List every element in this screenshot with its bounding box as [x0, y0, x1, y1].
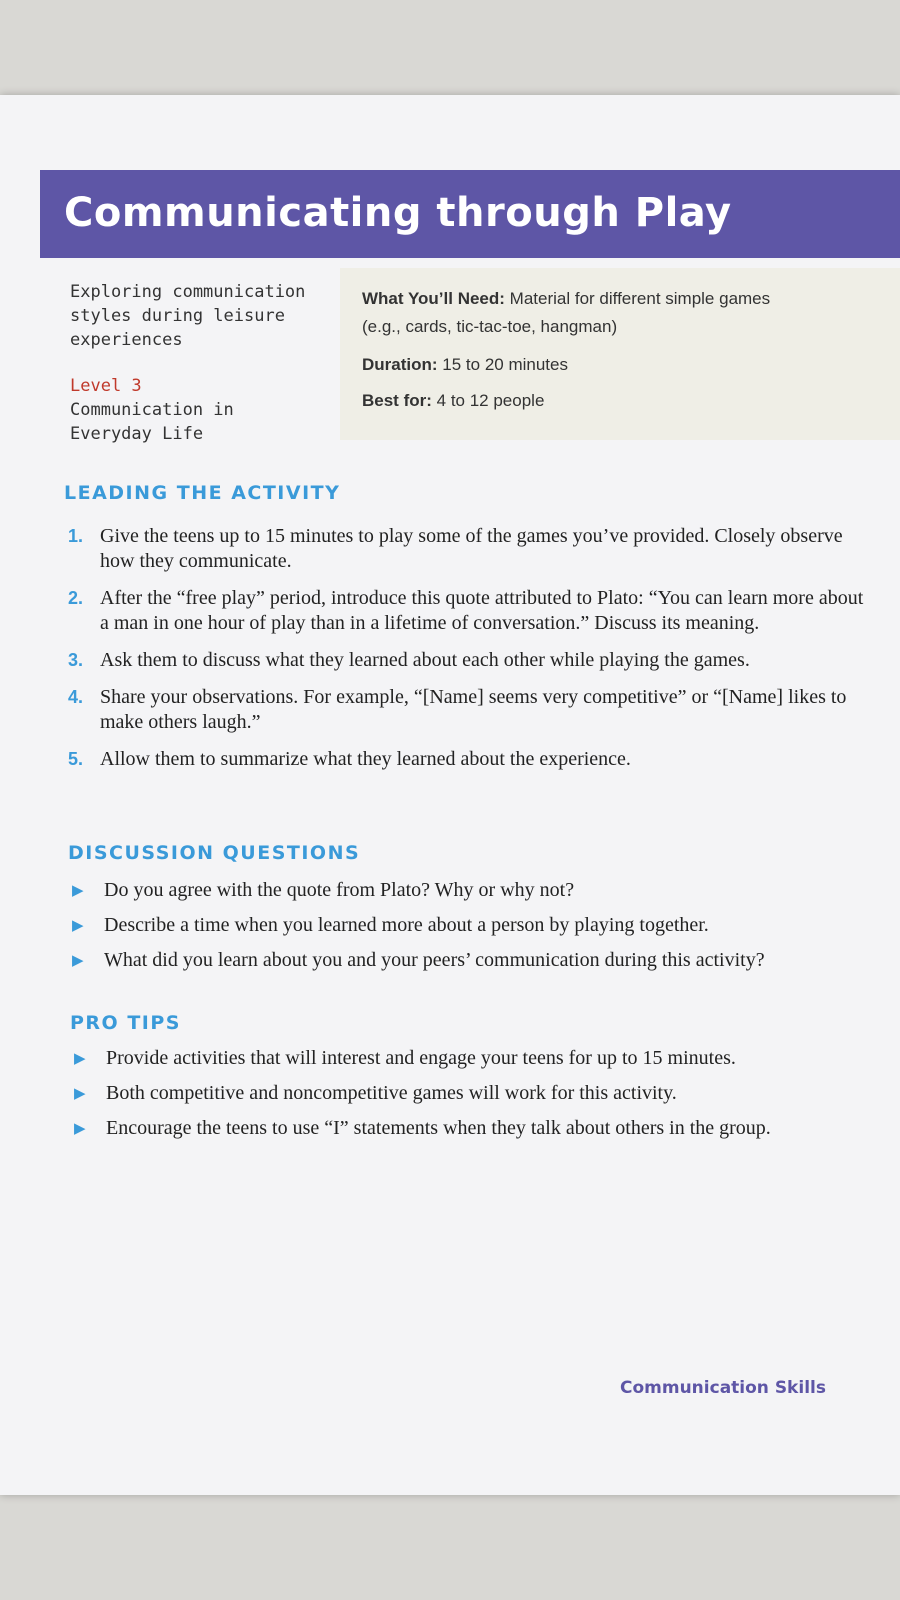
level-label: Level 3: [70, 376, 142, 396]
list-item: 4. Share your observations. For example, “[Name] seems very competitive” or “[Name] likes to make others laugh.”: [68, 686, 847, 733]
best-for-label: Best for:: [362, 391, 432, 410]
bullet-triangle-icon: ▶: [74, 1086, 86, 1102]
bullet-triangle-icon: ▶: [72, 883, 84, 899]
activity-meta: [70, 280, 320, 446]
bullet-triangle-icon: ▶: [74, 1051, 86, 1067]
need-line-2: (e.g., cards, tic-tac-toe, hangman): [362, 317, 618, 336]
footer-section-label: Communication Skills: [620, 1378, 826, 1398]
bullet-triangle-icon: ▶: [72, 918, 84, 934]
list-item: ▶ Encourage the teens to use “I” statements when they talk about others in the group.: [70, 1116, 850, 1141]
pro-tips-list: [70, 1046, 850, 1151]
materials-box: [340, 268, 900, 440]
list-item: ▶ Provide activities that will interest and engage your teens for up to 15 minutes.: [70, 1046, 850, 1071]
list-item: 1. Give the teens up to 15 minutes to play some of the games you’ve provided. Closely observe how they communicate.: [68, 525, 843, 572]
duration-text: 15 to 20 minutes: [442, 355, 568, 374]
activity-subtitle: Exploring communication styles during leisure experiences: [70, 282, 306, 350]
duration-label: Duration:: [362, 355, 438, 374]
list-item: 3. Ask them to discuss what they learned about each other while playing the games.: [68, 649, 750, 671]
best-for-line: [362, 388, 544, 414]
discussion-heading: DISCUSSION QUESTIONS: [68, 842, 361, 864]
best-for-text: 4 to 12 people: [436, 391, 545, 410]
list-item: 2. After the “free play” period, introduce this quote attributed to Plato: “You can learn more about a man in one hour of play than in a lifetime of conversation.” Discuss its meaning.: [68, 587, 864, 634]
category-label: Communication in Everyday Life: [70, 400, 234, 444]
bullet-triangle-icon: ▶: [74, 1121, 86, 1137]
bullet-triangle-icon: ▶: [72, 953, 84, 969]
title-banner: [40, 170, 900, 258]
steps-list: [68, 524, 868, 784]
list-item: ▶ Do you agree with the quote from Plato? Why or why not?: [68, 878, 888, 903]
discussion-list: [68, 878, 888, 983]
list-item: ▶ What did you learn about you and your peers’ communication during this activity?: [68, 948, 888, 973]
need-line: [362, 286, 770, 312]
pro-tips-heading: PRO TIPS: [70, 1012, 181, 1034]
list-item: ▶ Describe a time when you learned more about a person by playing together.: [68, 913, 888, 938]
duration-line: [362, 352, 568, 378]
need-label: What You’ll Need:: [362, 289, 505, 308]
list-item: 5. Allow them to summarize what they learned about the experience.: [68, 748, 631, 770]
leading-heading: LEADING THE ACTIVITY: [64, 482, 341, 504]
page-title: Communicating through Play: [64, 190, 732, 236]
list-item: ▶ Both competitive and noncompetitive games will work for this activity.: [70, 1081, 850, 1106]
need-text: Material for different simple games: [509, 289, 771, 308]
